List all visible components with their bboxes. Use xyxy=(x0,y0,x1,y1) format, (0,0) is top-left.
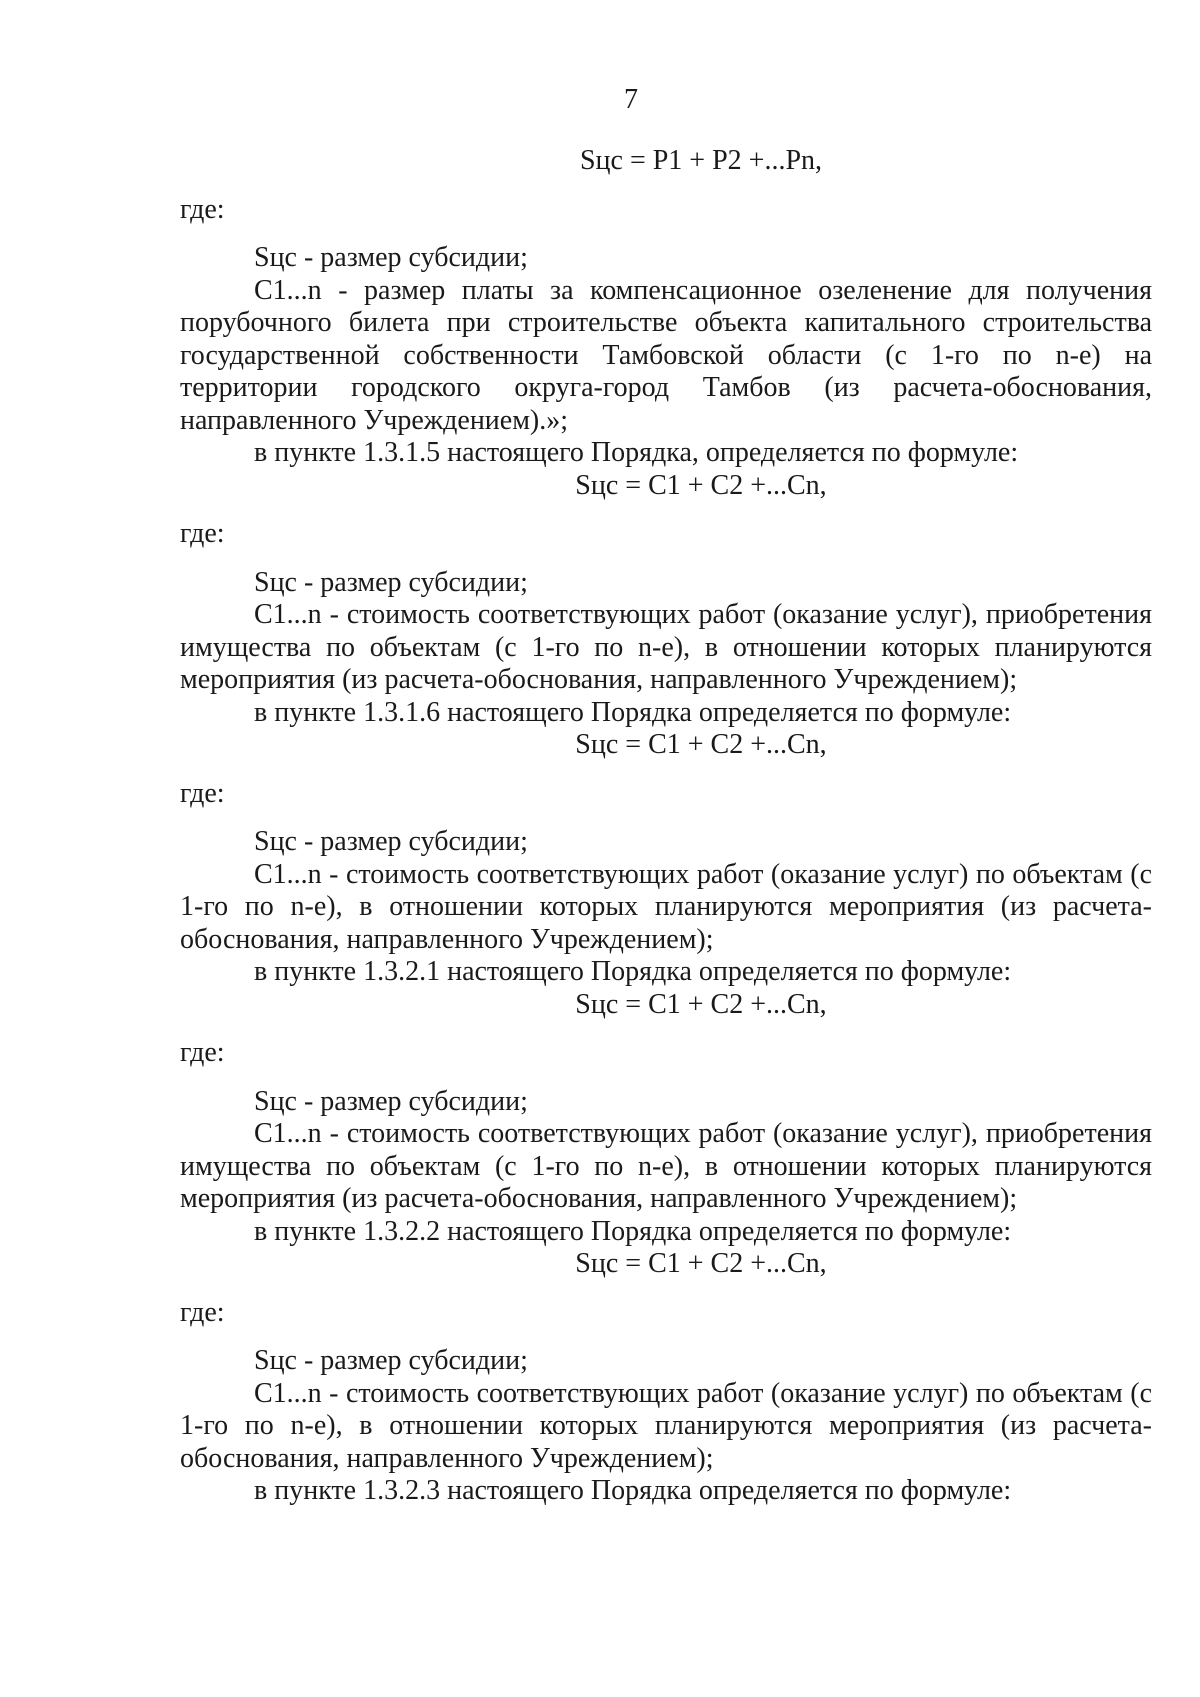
definition-c: С1...n - размер платы за компенсационное озеленение для получения порубочного билета при строительстве объекта капитального строительства государственной собственности Тамбовской области (с 1-го по n-е) на территории городского округа-город Тамбов (из расчета-обоснования, направленного Учреждением).»; xyxy=(180,274,1152,436)
definition-s: Sцс - размер субсидии; xyxy=(254,826,528,857)
clause-intro: в пункте 1.3.2.1 настоящего Порядка определяется по формуле: xyxy=(254,956,1012,987)
clause-intro: в пункте 1.3.1.5 настоящего Порядка, определяется по формуле: xyxy=(254,437,1019,468)
where-label-5: где: xyxy=(180,1296,225,1328)
where-label-4: где: xyxy=(180,1037,225,1068)
definition-s: Sцс - размер субсидии; xyxy=(254,566,528,598)
clause-intro: в пункте 1.3.2.2 настоящего Порядка определяется по формуле: xyxy=(254,1215,1012,1247)
definition-c: С1...n - стоимость соответствующих работ (оказание услуг) по объектам (с 1-го по n-е), в отношении которых планируются мероприятия (из расчета-обоснования, направленного Учреждением); xyxy=(180,1377,1152,1474)
clause-intro: в пункте 1.3.2.3 настоящего Порядка определяется по формуле: xyxy=(254,1475,1012,1506)
formula-3: Sцс = С1 + С2 +...Сn, xyxy=(575,729,827,760)
formula-4: Sцс = С1 + С2 +...Сn, xyxy=(575,988,827,1020)
where-label-3: где: xyxy=(180,777,225,809)
where-label-2: где: xyxy=(180,518,225,549)
definition-c: С1...n - стоимость соответствующих работ (оказание услуг) по объектам (с 1-го по n-е), в отношении которых планируются мероприятия (из расчета-обоснования, направленного Учреждением); xyxy=(180,858,1152,955)
definition-c: С1...n - стоимость соответствующих работ (оказание услуг), приобретения имущества по объектам (с 1-го по n-е), в отношении которых планируются мероприятия (из расчета-обоснования, направленного Учреждением); xyxy=(180,599,1152,695)
formula-5: Sцс = С1 + С2 +...Сn, xyxy=(575,1248,827,1279)
definition-s: Sцс - размер субсидии; xyxy=(254,1345,528,1376)
definition-s: Sцс - размер субсидии; xyxy=(254,242,528,273)
where-label-1: где: xyxy=(180,193,225,225)
document-body xyxy=(180,145,1152,1508)
definition-s: Sцс - размер субсидии; xyxy=(254,1085,528,1117)
clause-intro: в пункте 1.3.1.6 настоящего Порядка определяется по формуле: xyxy=(254,696,1012,728)
formula-1: Sцс = P1 + P2 +...Pn, xyxy=(579,145,823,176)
formula-2: Sцс = С1 + С2 +...Сn, xyxy=(575,469,827,501)
page-number: 7 xyxy=(624,84,638,115)
definition-c: С1...n - стоимость соответствующих работ (оказание услуг), приобретения имущества по объектам (с 1-го по n-е), в отношении которых планируются мероприятия (из расчета-обоснования, направленного Учреждением); xyxy=(180,1118,1152,1214)
